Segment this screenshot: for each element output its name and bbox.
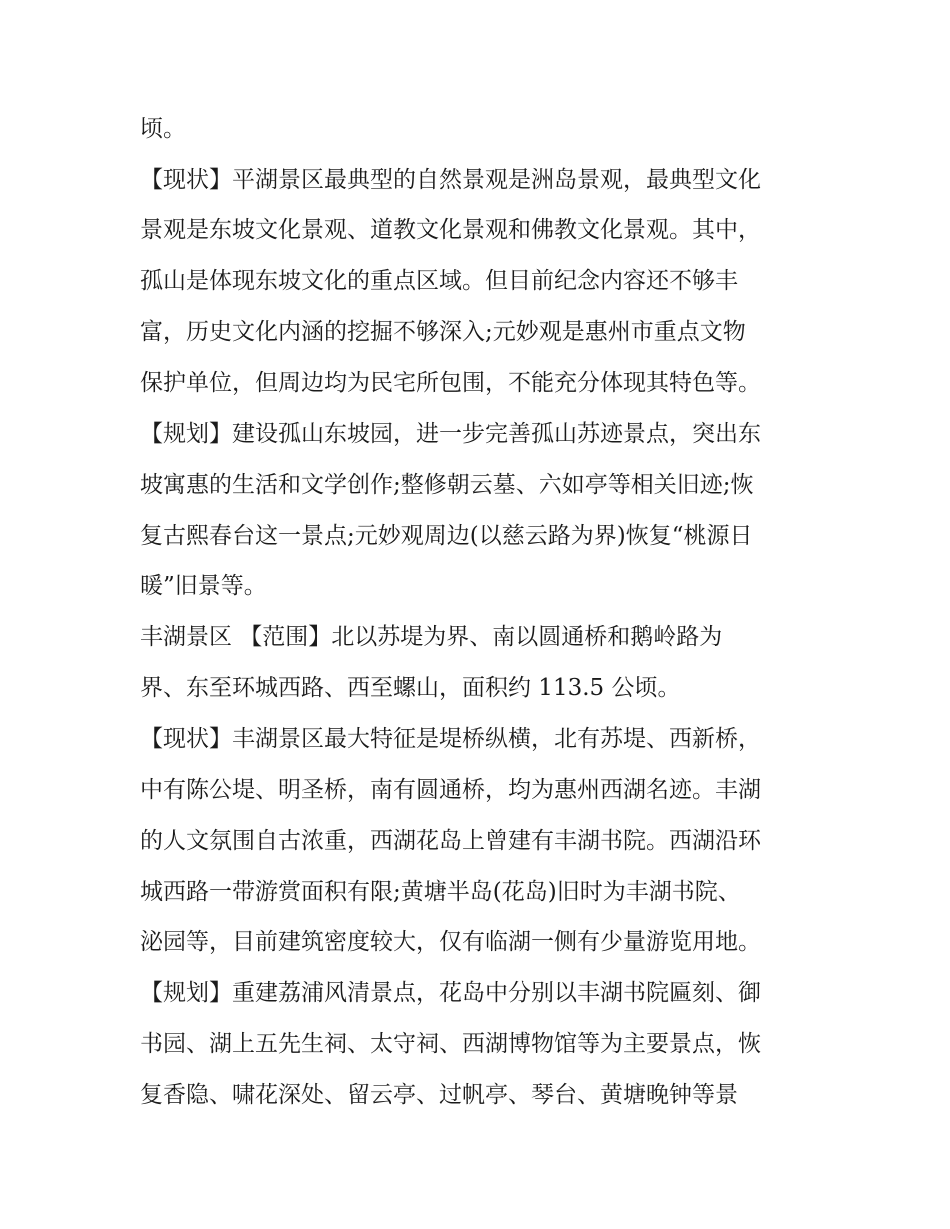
- text-line: 景观是东坡文化景观、道教文化景观和佛教文化景观。其中，: [140, 217, 761, 243]
- text-line: 【现状】平湖景区最典型的自然景观是洲岛景观，最典型文化: [140, 167, 761, 193]
- text-line: 富，历史文化内涵的挖掘不够深入;元妙观是惠州市重点文物: [140, 319, 746, 345]
- text-line: 城西路一带游赏面积有限;黄塘半岛(花岛)旧时为丰湖书院、: [140, 879, 741, 905]
- text-line: 复古熙春台这一景点;元妙观周边(以慈云路为界)恢复“桃源日: [140, 523, 753, 549]
- text-line: 【规划】重建荔浦风清景点，花岛中分别以丰湖书院匾刻、御: [140, 980, 761, 1006]
- text-line: 顷。: [140, 116, 186, 142]
- text-line: 坡寓惠的生活和文学创作;整修朝云墓、六如亭等相关旧迹;恢: [140, 472, 754, 498]
- text-line: 【现状】丰湖景区最大特征是堤桥纵横，北有苏堤、西新桥，: [140, 726, 761, 752]
- text-line: 的人文氛围自古浓重，西湖花岛上曾建有丰湖书院。西湖沿环: [140, 828, 761, 854]
- text-line: 丰湖景区 【范围】北以苏堤为界、南以圆通桥和鹅岭路为: [140, 624, 723, 650]
- text-line: 泌园等，目前建筑密度较大，仅有临湖一侧有少量游览用地。: [140, 929, 761, 955]
- text-line: 复香隐、啸花深处、留云亭、过帆亭、琴台、黄塘晚钟等景: [140, 1082, 738, 1108]
- text-line: 保护单位，但周边均为民宅所包围，不能充分体现其特色等。: [140, 370, 761, 396]
- text-line: 界、东至环城西路、西至螺山，面积约 113.5 公顷。: [140, 675, 681, 701]
- text-line: 中有陈公堤、明圣桥，南有圆通桥，均为惠州西湖名迹。丰湖: [140, 777, 761, 803]
- text-line: 暖”旧景等。: [140, 573, 267, 599]
- text-line: 【规划】建设孤山东坡园，进一步完善孤山苏迹景点，突出东: [140, 421, 761, 447]
- text-line: 孤山是体现东坡文化的重点区域。但目前纪念内容还不够丰: [140, 268, 738, 294]
- text-line: 书园、湖上五先生祠、太守祠、西湖博物馆等为主要景点，恢: [140, 1031, 761, 1057]
